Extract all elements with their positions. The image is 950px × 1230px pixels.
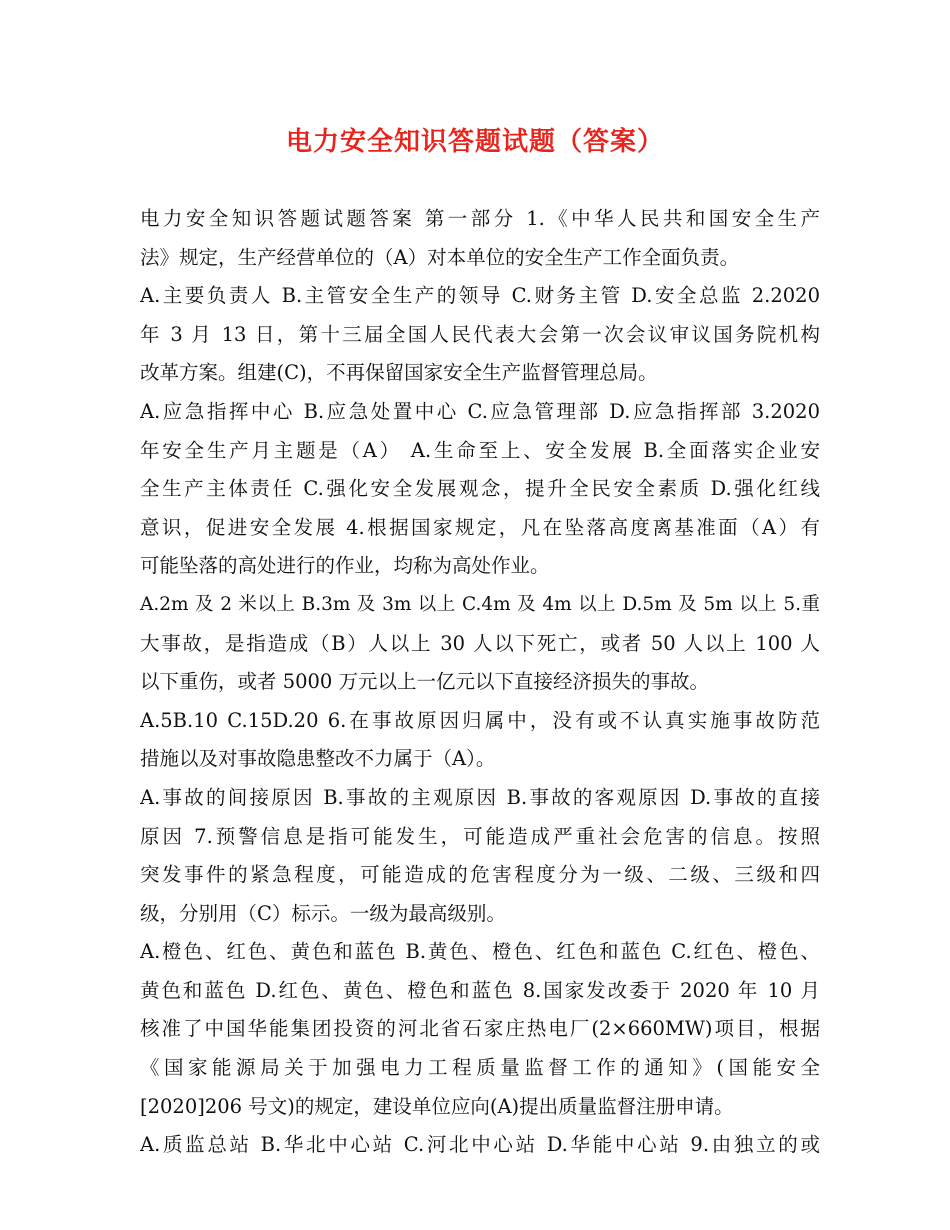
body-line: 以下重伤，或者 5000 万元以上一亿元以下直接经济损失的事故。 [140, 670, 710, 694]
body-line: 黄色和蓝色 D.红色、黄色、橙色和蓝色 8.国家发改委于 2020 年 10 月 [140, 978, 820, 1002]
body-line: 可能坠落的高处进行的作业，均称为高处作业。 [140, 554, 550, 578]
body-line: 年安全生产月主题是（A） A.生命至上、安全发展 B.全面落实企业安 [140, 438, 820, 462]
body-line: A.质监总站 B.华北中心站 C.河北中心站 D.华能中心站 9.由独立的或 [140, 1133, 820, 1157]
body-line: 原因 7.预警信息是指可能发生，可能造成严重社会危害的信息。按照 [140, 824, 820, 848]
body-line: A.2m 及 2 米以上 B.3m 及 3m 以上 C.4m 及 4m 以上 D.5m 及 5m 以上 5.重 [140, 593, 820, 615]
body-line: 电力安全知识答题试题答案 第一部分 1.《中华人民共和国安全生产 [140, 207, 820, 230]
body-line: [2020]206 号文)的规定，建设单位应向(A)提出质量监督注册申请。 [140, 1094, 734, 1118]
body-line: 《国家能源局关于加强电力工程质量监督工作的通知》(国能安全 [140, 1056, 820, 1080]
body-line: 全生产主体责任 C.强化安全发展观念，提升全民安全素质 D.强化红线 [140, 477, 820, 501]
body-line: 级，分别用（C）标示。一级为最高级别。 [140, 901, 506, 925]
body-line: A.主要负责人 B.主管安全生产的领导 C.财务主管 D.安全总监 2.2020 [140, 284, 820, 308]
body-line: 改革方案。组建(C)，不再保留国家安全生产监督管理总局。 [140, 361, 658, 385]
document-body [140, 200, 820, 1165]
document-title: 电力安全知识答题试题（答案） [285, 127, 664, 157]
body-line: A.5B.10 C.15D.20 6.在事故原因归属中，没有或不认真实施事故防范 [140, 708, 820, 732]
body-line: 措施以及对事故隐患整改不力属于（A）。 [140, 747, 496, 771]
body-line: 法》规定，生产经营单位的（A）对本单位的安全生产工作全面负责。 [140, 245, 740, 269]
body-line: 突发事件的紧急程度，可能造成的危害程度分为一级、二级、三级和四 [140, 863, 820, 887]
body-line: A.应急指挥中心 B.应急处置中心 C.应急管理部 D.应急指挥部 3.2020 [140, 399, 820, 423]
body-line: 核准了中国华能集团投资的河北省石家庄热电厂(2×660MW)项目，根据 [140, 1017, 820, 1041]
body-line: A.事故的间接原因 B.事故的主观原因 B.事故的客观原因 D.事故的直接 [140, 785, 820, 809]
body-line: 大事故，是指造成（B）人以上 30 人以下死亡，或者 50 人以上 100 人 [140, 631, 820, 655]
body-line: 意识，促进安全发展 4.根据国家规定，凡在坠落高度离基准面（A）有 [140, 515, 820, 539]
body-line: A.橙色、红色、黄色和蓝色 B.黄色、橙色、红色和蓝色 C.红色、橙色、 [140, 940, 820, 964]
body-line: 年 3 月 13 日，第十三届全国人民代表大会第一次会议审议国务院机构 [140, 322, 820, 346]
